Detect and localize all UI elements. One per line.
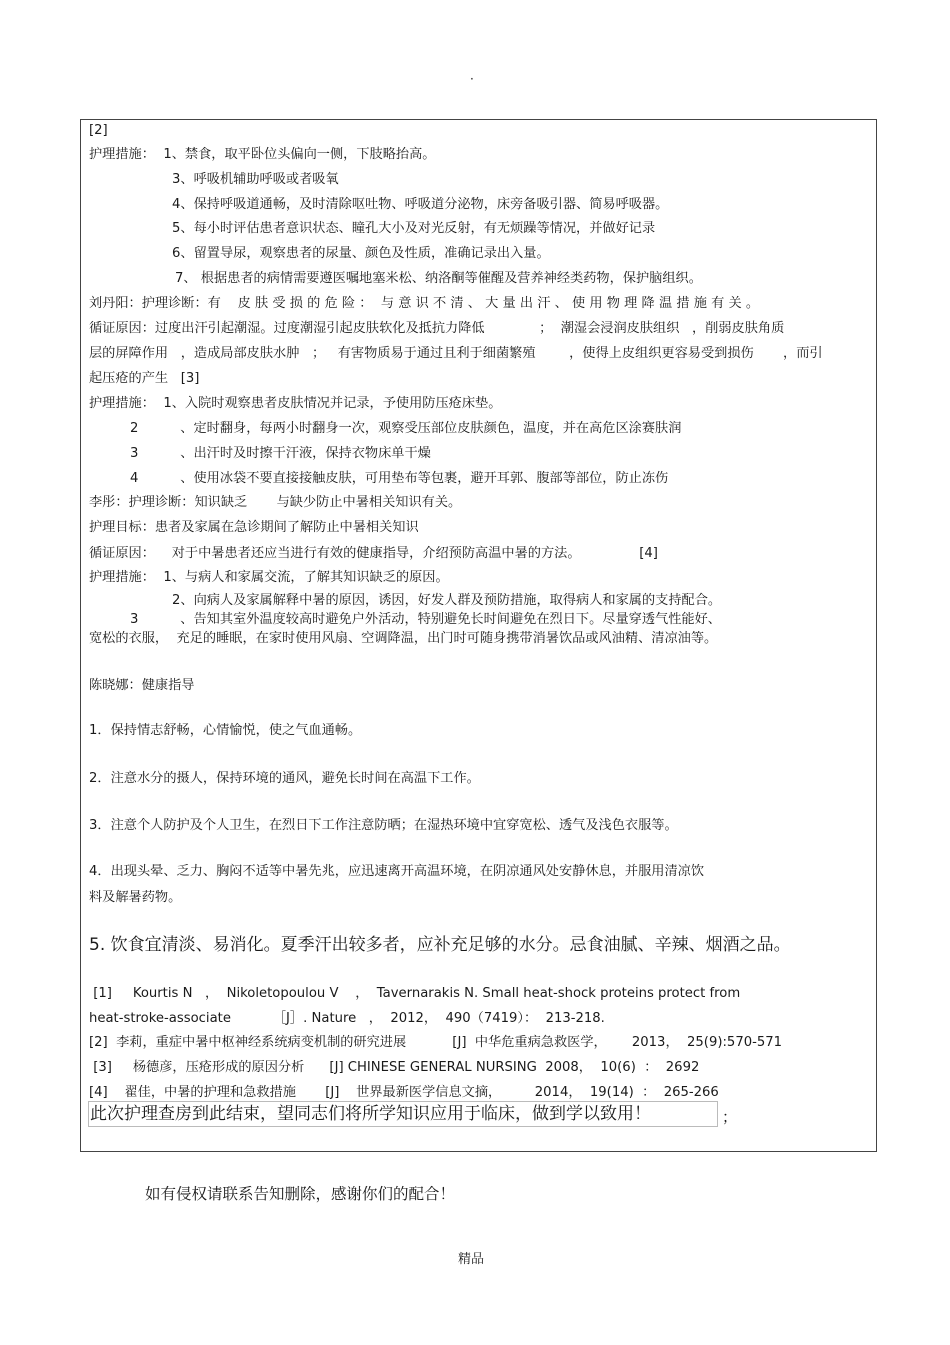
text-line: 3．注意个人防护及个人卫生，在烈日下工作注意防晒；在湿热环境中宜穿宽松、透气及浅色衣服等。: [89, 818, 678, 833]
text-line: 5、每小时评估患者意识状态、瞳孔大小及对光反射，有无烦躁等情况，并做好记录: [172, 221, 656, 236]
text-line: 7、 根据患者的病情需要遵医嘱地塞米松、纳洛酮等催醒及营养神经类药物，保护脑组织。: [175, 271, 702, 286]
text-line: 护理措施： 1、入院时观察患者皮肤情况并记录，予使用防压疮床垫。: [89, 396, 502, 411]
text-line: 刘丹阳：护理诊断：有 皮 肤 受 损 的 危 险 ： 与 意 识 不 清 、 大 量 出 汗 、 使 用 物 理 降 温 措 施 有 关 。: [89, 296, 760, 311]
text-line: [3] 杨德彦，压疮形成的原因分析 [J] CHINESE GENERAL NURSING 2008， 10(6) ： 2692: [89, 1060, 700, 1075]
closing-remark: 此次护理查房到此结束，望同志们将所学知识应用于临床，做到学以致用！: [88, 1101, 718, 1127]
text-line: heat-stroke-associate ［J］. Nature ， 2012， 490（7419）： 213-218.: [89, 1011, 605, 1026]
text-line: [1] Kourtis N ， Nikoletopoulou V ， Tavernarakis N. Small heat-shock proteins protect from: [89, 986, 741, 1001]
text-line: [2]: [89, 123, 108, 138]
text-line: 2．注意水分的摄人，保持环境的通风，避免长时间在高温下工作。: [89, 771, 480, 786]
text-line: 层的屏障作用 ，造成局部皮肤水肿 ； 有害物质易于通过且利于细菌繁殖 ，使得上皮组织更容易受到损伤 ，而引: [89, 346, 823, 361]
text-line: 6、留置导尿，观察患者的尿量、颜色及性质，准确记录出入量。: [172, 246, 550, 261]
closing-semicolon: ；: [722, 1108, 738, 1126]
text-line: 1．保持情志舒畅，心情愉悦，使之气血通畅。: [89, 723, 362, 738]
text-line: 3、呼吸机辅助呼吸或者吸氧: [172, 172, 339, 187]
quality-mark: 精品: [458, 1252, 485, 1267]
text-line: 护理措施： 1、禁食，取平卧位头偏向一侧，下肢略抬高。: [89, 147, 436, 162]
text-line: 2、向病人及家属解释中暑的原因，诱因，好发人群及预防措施，取得病人和家属的支持配合。: [172, 593, 722, 608]
text-line: 3 、告知其室外温度较高时避免户外活动，特别避免长时间避免在烈日下。尽量穿透气性能好、: [130, 612, 721, 627]
text-line: 李彤：护理诊断：知识缺乏 与缺少防止中暑相关知识有关。: [89, 495, 462, 510]
text-line: 循证原因：过度出汗引起潮湿。过度潮湿引起皮肤软化及抵抗力降低 ； 潮湿会浸润皮肤组织 ，削弱皮肤角质: [89, 321, 785, 336]
text-line: 起压疮的产生 [3]: [89, 371, 200, 386]
text-line: 宽松的衣服， 充足的睡眠，在家时使用风扇、空调降温，出门时可随身携带消暑饮品或风油精、清凉油等。: [89, 631, 718, 646]
header-mark: ·: [470, 72, 474, 86]
text-line: [2] 李莉，重症中暑中枢神经系统病变机制的研究进展 [J] 中华危重病急救医学， 2013， 25(9):570-571: [89, 1035, 783, 1050]
text-line: 2 、定时翻身，每两小时翻身一次，观察受压部位皮肤颜色，温度，并在高危区涂赛肤润: [130, 421, 682, 436]
text-line: 4、保持呼吸道通畅，及时清除呕吐物、呼吸道分泌物，床旁备吸引器、简易呼吸器。: [172, 197, 669, 212]
text-line: 循证原因： 对于中暑患者还应当进行有效的健康指导，介绍预防高温中暑的方法。 [4]: [89, 546, 658, 561]
text-line: 4 、使用冰袋不要直接接触皮肤，可用垫布等包裹，避开耳郭、腹部等部位，防止冻伤: [130, 471, 669, 486]
text-line: [4] 翟佳，中暑的护理和急救措施 [J] 世界最新医学信息文摘， 2014， 19(14) ： 265-266: [89, 1085, 719, 1100]
text-line: 护理目标：患者及家属在急诊期间了解防止中暑相关知识: [89, 520, 419, 535]
footer-note: 如有侵权请联系告知删除，感谢你们的配合！: [145, 1185, 456, 1203]
text-line: 料及解暑药物。: [89, 890, 182, 905]
text-line: 陈晓娜：健康指导: [89, 678, 195, 693]
text-line: 3 、出汗时及时擦干汗液，保持衣物床单干燥: [130, 446, 431, 461]
text-line: 5. 饮食宜清淡、易消化。夏季汗出较多者，应补充足够的水分。忌食油腻、辛辣、烟酒之品。: [89, 935, 791, 955]
text-line: 4．出现头晕、乏力、胸闷不适等中暑先兆，应迅速离开高温环境，在阴凉通风处安静休息，并服用清凉饮: [89, 864, 705, 879]
text-line: 护理措施： 1、与病人和家属交流，了解其知识缺乏的原因。: [89, 570, 449, 585]
